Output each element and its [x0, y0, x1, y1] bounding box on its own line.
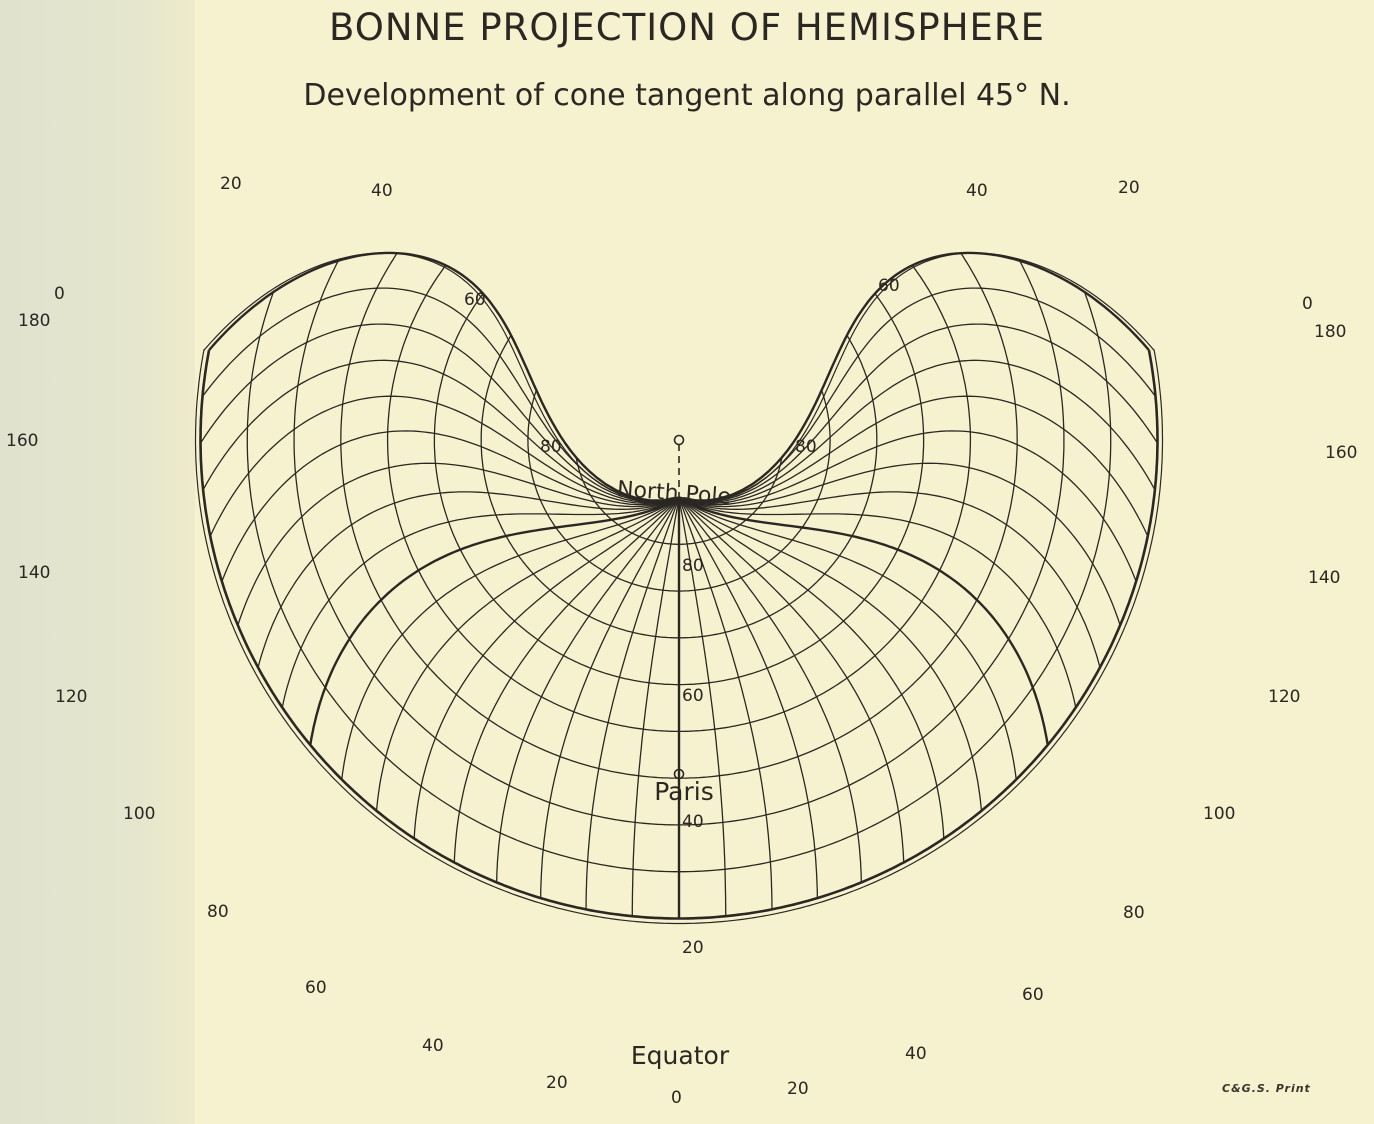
meridian-line — [222, 431, 679, 582]
upper-right-label-40: 40 — [966, 181, 988, 201]
meridian-line — [679, 431, 1136, 582]
upper-left-label-40: 40 — [371, 181, 393, 201]
outer-right-label-40: 40 — [905, 1044, 927, 1064]
outer-left-label-180: 180 — [18, 311, 51, 331]
upper-left-label-0: 0 — [54, 284, 65, 304]
meridian-line — [586, 498, 679, 910]
graticule — [196, 253, 1163, 924]
outer-left-label-40: 40 — [422, 1036, 444, 1056]
meridian-line — [679, 288, 1156, 501]
outer-right-label-180: 180 — [1314, 322, 1347, 342]
paris-label: Paris — [654, 777, 714, 806]
outer-right-label-140: 140 — [1308, 568, 1341, 588]
upper-left-label-60: 60 — [464, 290, 486, 310]
page-subtitle: Development of cone tangent along parallel 45° N. — [303, 78, 1071, 113]
equator-label: Equator — [630, 1041, 730, 1070]
outer-left-label-100: 100 — [123, 804, 156, 824]
meridian-line — [203, 288, 680, 501]
north-pole-label: North Pole — [616, 477, 732, 510]
meridian-line — [632, 498, 679, 917]
meridian-line — [342, 498, 679, 780]
upper-right-label-0: 0 — [1302, 294, 1313, 314]
outer-left-label-120: 120 — [55, 687, 88, 707]
meridian-line — [679, 396, 1148, 536]
outer-center-label-0: 0 — [671, 1088, 682, 1108]
diagram-labels — [6, 174, 1357, 1108]
meridian-line — [679, 498, 1016, 780]
parallel-label-80: 80 — [682, 556, 704, 576]
outer-left-label-160: 160 — [6, 431, 39, 451]
outer-left-label-80: 80 — [207, 902, 229, 922]
upper-right-label-80: 80 — [795, 437, 817, 457]
outer-right-label-120: 120 — [1268, 687, 1301, 707]
upper-left-label-20: 20 — [220, 174, 242, 194]
meridian-line — [497, 498, 679, 883]
parallel-label-20: 20 — [682, 938, 704, 958]
meridian-line — [679, 498, 861, 883]
upper-left-label-80: 80 — [540, 437, 562, 457]
meridian-line — [201, 324, 680, 502]
cone-apex-marker — [675, 436, 684, 445]
parallel-label-60: 60 — [682, 686, 704, 706]
meridian-line — [679, 324, 1158, 502]
print-credit: C&G.S. Print — [1222, 1082, 1311, 1095]
outer-left-label-20: 20 — [546, 1073, 568, 1093]
outer-right-label-160: 160 — [1325, 443, 1358, 463]
outer-right-label-80: 80 — [1123, 903, 1145, 923]
outer-left-label-60: 60 — [305, 978, 327, 998]
outer-right-label-100: 100 — [1203, 804, 1236, 824]
parallel-label-40: 40 — [682, 812, 704, 832]
upper-right-label-20: 20 — [1118, 178, 1140, 198]
outer-right-label-20: 20 — [787, 1079, 809, 1099]
outer-left-label-140: 140 — [18, 563, 51, 583]
meridian-line — [210, 396, 679, 536]
outer-right-label-60: 60 — [1022, 985, 1044, 1005]
upper-right-label-60: 60 — [878, 276, 900, 296]
page-title: BONNE PROJECTION OF HEMISPHERE — [329, 6, 1045, 49]
